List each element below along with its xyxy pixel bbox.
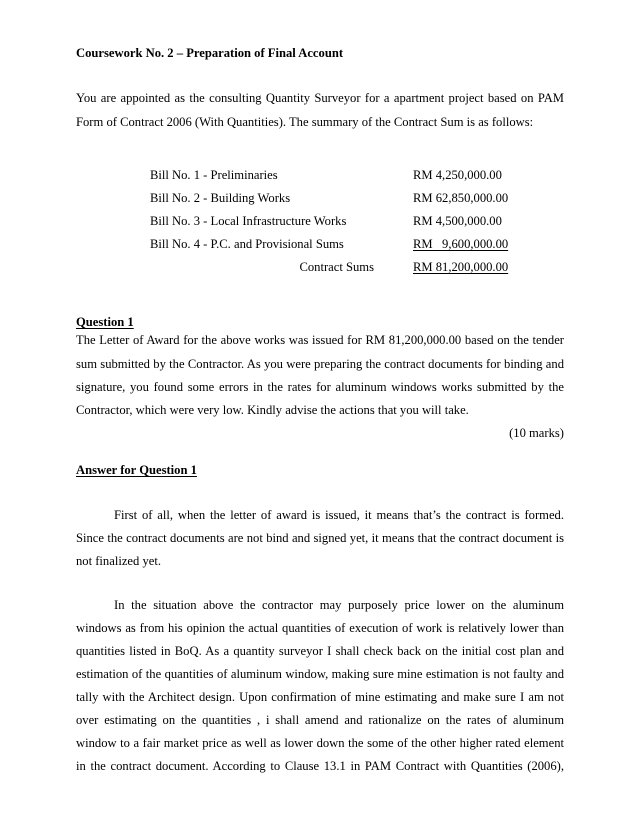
answer-1-para-2-line-5: tally with the Architect design. Upon confirmation of mine estimating and make sure I am not xyxy=(76,690,564,704)
bill-1-amount: RM 4,250,000.00 xyxy=(413,168,502,182)
answer-1-heading: Answer for Question 1 xyxy=(76,463,197,477)
bill-2-amount: RM 62,850,000.00 xyxy=(413,191,509,205)
answer-1-para-2-line-8: in the contract document. According to Clause 13.1 in PAM Contract with Quantities (2006), xyxy=(76,759,564,773)
bill-4-description: Bill No. 4 - P.C. and Provisional Sums xyxy=(150,237,344,251)
answer-1-para-1-line-3: not finalized yet. xyxy=(76,554,161,568)
answer-1-para-2-line-1: In the situation above the contractor may purposely price lower on the aluminum xyxy=(114,598,564,612)
answer-1-para-2-line-4: estimation of the quantities of aluminum window, making sure mine estimation is not faulty and xyxy=(76,667,564,681)
bill-1-description: Bill No. 1 - Preliminaries xyxy=(150,168,278,182)
bill-3-description: Bill No. 3 - Local Infrastructure Works xyxy=(150,214,347,228)
bill-2-description: Bill No. 2 - Building Works xyxy=(150,191,291,205)
question-1-line-2: sum submitted by the Contractor. As you were preparing the contract documents for binding and xyxy=(76,357,564,371)
intro-line-2: Form of Contract 2006 (With Quantities). The summary of the Contract Sum is as follows: xyxy=(76,115,534,129)
question-1-marks: (10 marks) xyxy=(509,426,564,440)
intro-line-1: You are appointed as the consulting Quantity Surveyor for a apartment project based on PAM xyxy=(76,91,564,105)
question-1-heading: Question 1 xyxy=(76,315,134,329)
answer-1-para-2-line-3: quantities listed in BoQ. As a quantity surveyor I shall check back on the initial cost plan and xyxy=(76,644,564,658)
question-1-line-4: Contractor, which were very low. Kindly advise the actions that you will take. xyxy=(76,403,469,417)
total-label: Contract Sums xyxy=(299,260,374,274)
answer-1-para-1-line-1: First of all, when the letter of award is issued, it means that’s the contract is formed. xyxy=(114,508,564,522)
bill-3-amount: RM 4,500,000.00 xyxy=(413,214,502,228)
bill-4-amount: RM 9,600,000.00 xyxy=(413,237,509,251)
answer-1-para-2-line-7: window to a fair market price as well as lower down the some of the other higher rated element xyxy=(76,736,564,750)
question-1-line-3: signature, you found some errors in the rates for aluminum windows works submitted by the xyxy=(76,380,564,394)
question-1-line-1: The Letter of Award for the above works was issued for RM 81,200,000.00 based on the tender xyxy=(76,333,564,347)
answer-1-para-1-line-2: Since the contract documents are not bind and signed yet, it means that the contract document is xyxy=(76,531,564,545)
document-title: Coursework No. 2 – Preparation of Final Account xyxy=(76,46,344,60)
total-amount: RM 81,200,000.00 xyxy=(413,260,509,274)
answer-1-para-2-line-2: windows as from his opinion the actual quantities of execution of work is relatively lower than xyxy=(76,621,564,635)
answer-1-para-2-line-6: over estimating on the quantities , i shall amend and rationalize on the rates of aluminum xyxy=(76,713,564,727)
